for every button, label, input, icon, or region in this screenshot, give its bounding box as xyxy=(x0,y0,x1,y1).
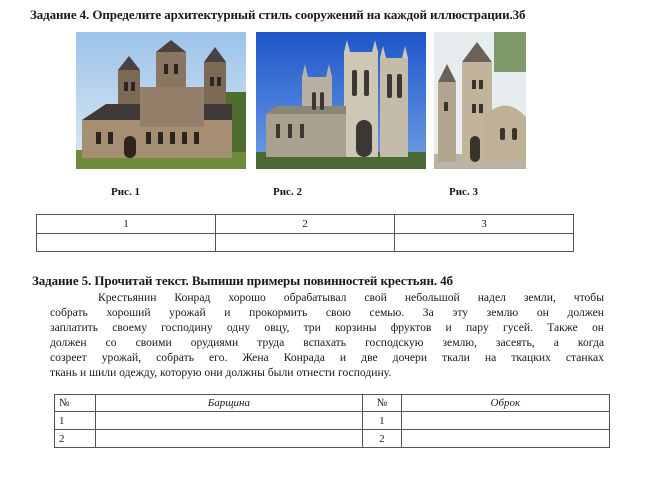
caption-1: Рис. 1 xyxy=(111,186,140,198)
obrok-cell[interactable] xyxy=(401,430,609,448)
caption-2: Рис. 2 xyxy=(273,186,302,198)
barshchina-cell[interactable] xyxy=(95,430,363,448)
task5-duties-table xyxy=(54,394,610,448)
photo-1 xyxy=(76,32,246,169)
col-header-number-1: № xyxy=(55,395,96,412)
task4-title: Задание 4. Определите архитектурный стиль сооружений на каждой иллюстрации.3б xyxy=(30,7,526,22)
photo-3 xyxy=(434,32,526,169)
col-header-barshchina: Барщина xyxy=(95,395,363,412)
task4-answer-table xyxy=(36,214,574,252)
task5-text xyxy=(50,290,604,380)
table-header-1: 1 xyxy=(37,215,216,234)
col-header-number-2: № xyxy=(363,395,402,412)
text-line-3: заплатить своему господину одну овцу, три корзины фруктов и пару гусей. Также он xyxy=(50,321,604,334)
caption-3: Рис. 3 xyxy=(449,186,478,198)
barshchina-cell[interactable] xyxy=(95,412,363,430)
photo-2 xyxy=(256,32,426,169)
text-line-2: собрать хороший урожай и прокормить свою семью. За эту землю он должен xyxy=(50,306,604,319)
row-number: 2 xyxy=(363,430,402,448)
answer-cell-1[interactable] xyxy=(37,234,216,252)
table-row xyxy=(55,430,610,448)
row-number: 2 xyxy=(55,430,96,448)
table-header-3: 3 xyxy=(395,215,574,234)
row-number: 1 xyxy=(55,412,96,430)
col-header-obrok: Оброк xyxy=(401,395,609,412)
obrok-cell[interactable] xyxy=(401,412,609,430)
answer-cell-2[interactable] xyxy=(216,234,395,252)
table-header-2: 2 xyxy=(216,215,395,234)
answer-cell-3[interactable] xyxy=(395,234,574,252)
row-number: 1 xyxy=(363,412,402,430)
table-row xyxy=(55,412,610,430)
text-line-1: Крестьянин Конрад хорошо обрабатывал свой небольшой надел земли, чтобы xyxy=(98,291,604,304)
text-line-5: созреет урожай, собрать его. Жена Конрада и две дочери ткали на ткацких станках xyxy=(50,351,604,364)
text-line-6: ткань и шили одежду, которую они должны были отнести господину. xyxy=(50,366,392,379)
text-line-4: должен со своими орудиями труда вспахать господскую землю, засеять, а когда xyxy=(50,336,604,349)
task5-title: Задание 5. Прочитай текст. Выпиши примеры повинностей крестьян. 4б xyxy=(32,273,453,288)
